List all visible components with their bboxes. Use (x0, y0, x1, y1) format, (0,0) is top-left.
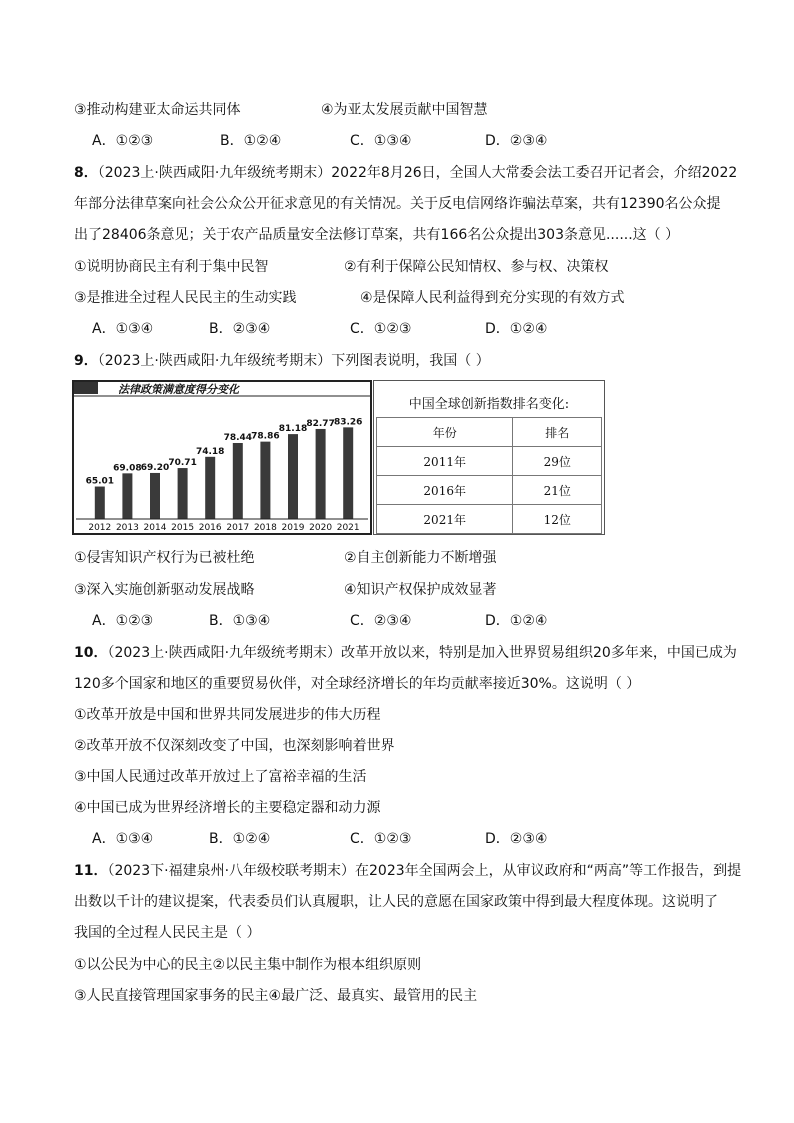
chart-x-tick-label: 2021 (336, 523, 360, 533)
chart-data-label: 78.44 (223, 432, 253, 443)
q7-option-d[interactable]: D．②③④ (485, 133, 548, 149)
chart-data-label: 69.20 (140, 462, 170, 473)
q8-stem-line-3: 出了28406条意见；关于农产品质量安全法修订草案，共有166名公众提出303条意见......这（ ） (74, 227, 680, 243)
table-cell-rank: 12位 (513, 505, 602, 534)
chart-title-marker (74, 382, 98, 394)
q9-option-a[interactable]: A．①②③ (92, 613, 154, 629)
innovation-rank-table-title: 中国全球创新指数排名变化: (408, 397, 570, 412)
q10-option-b[interactable]: B．①②④ (209, 831, 271, 847)
q9-number: 9． (74, 353, 98, 369)
chart-bar (233, 443, 243, 519)
q8-option-d[interactable]: D．①②④ (485, 321, 548, 337)
chart-bar (95, 487, 105, 519)
q10-stem-line-1 (74, 643, 737, 663)
q9-stem-line-1 (74, 351, 490, 371)
q8-item-4: ④是保障人民利益得到充分实现的有效方式 (360, 290, 625, 306)
chart-x-tick-label: 2017 (226, 523, 250, 533)
table-header-year: 年份 (377, 418, 513, 447)
chart-data-label: 70.71 (168, 458, 197, 469)
q7-option-c[interactable]: C．①③④ (350, 133, 412, 149)
q10-item-2: ②改革开放不仅深刻改变了中国，也深刻影响着世界 (74, 738, 395, 754)
q8-item-row-2 (74, 288, 625, 308)
innovation-rank-table-box (373, 380, 605, 535)
chart-title: 法律政策满意度得分变化 (118, 383, 239, 396)
table-row (377, 505, 602, 534)
chart-bar (122, 473, 132, 519)
q9-item-3: ③深入实施创新驱动发展战略 (74, 582, 255, 598)
q10-item-3: ③中国人民通过改革开放过上了富裕幸福的生活 (74, 769, 367, 785)
table-cell-rank: 29位 (513, 447, 602, 476)
table-cell-year: 2016年 (377, 476, 513, 505)
chart-data-label: 83.26 (333, 417, 363, 428)
chart-data-label: 69.08 (113, 463, 142, 474)
chart-bar (288, 434, 298, 519)
q9-option-d[interactable]: D．①②④ (485, 613, 548, 629)
table-cell-year: 2021年 (377, 505, 513, 534)
chart-bar (178, 468, 188, 519)
table-row (377, 447, 602, 476)
q7-option-a[interactable]: A．①②③ (92, 133, 154, 149)
chart-data-label: 74.18 (195, 446, 225, 457)
chart-data-label: 81.18 (278, 424, 308, 435)
q8-item-2: ②有利于保障公民知情权、参与权、决策权 (344, 259, 609, 275)
table-cell-rank: 21位 (513, 476, 602, 505)
q9-option-b[interactable]: B．①③④ (209, 613, 271, 629)
chart-x-tick-label: 2014 (143, 523, 167, 533)
chart-bar (260, 442, 270, 519)
chart-bar (150, 473, 160, 519)
table-header-row (377, 418, 602, 447)
q9-item-4: ④知识产权保护成效显著 (344, 582, 497, 598)
q9-item-row-1 (74, 548, 497, 568)
chart-data-label: 78.86 (251, 431, 280, 442)
q7-item-4: ④为亚太发展贡献中国智慧 (321, 102, 488, 118)
q10-option-c[interactable]: C．①②③ (350, 831, 412, 847)
chart-x-tick-label: 2012 (88, 523, 112, 533)
q7-item-row-1 (74, 100, 488, 120)
table-cell-year: 2011年 (377, 447, 513, 476)
chart-bar (343, 427, 353, 519)
q8-item-1: ①说明协商民主有利于集中民智 (74, 259, 269, 275)
q8-number: 8． (74, 165, 98, 181)
q11-item-row-1: ①以公民为中心的民主②以民主集中制作为根本组织原则 (74, 957, 422, 973)
q8-stem-line-1 (74, 163, 737, 183)
q11-number: 11． (74, 863, 108, 879)
q7-option-b[interactable]: B．①②④ (220, 133, 282, 149)
table-row (377, 476, 602, 505)
q10-item-1: ①改革开放是中国和世界共同发展进步的伟大历程 (74, 707, 381, 723)
q8-item-3: ③是推进全过程人民民主的生动实践 (74, 290, 297, 306)
satisfaction-bar-chart (72, 380, 372, 535)
q8-option-c[interactable]: C．①②③ (350, 321, 412, 337)
q10-stem-line-2: 120多个国家和地区的重要贸易伙伴，对全球经济增长的年均贡献率接近30%。这说明（ ） (74, 676, 641, 692)
table-header-rank: 排名 (513, 418, 602, 447)
chart-x-tick-label: 2019 (281, 523, 305, 533)
innovation-rank-table (376, 417, 602, 534)
q10-option-d[interactable]: D．②③④ (485, 831, 548, 847)
q9-stem-text-1: （2023上·陕西咸阳·九年级统考期末）下列图表说明，我国（ ） (97, 353, 490, 369)
satisfaction-bar-chart-svg (74, 382, 370, 533)
q11-item-row-2: ③人民直接管理国家事务的民主④最广泛、最真实、最管用的民主 (74, 988, 478, 1004)
chart-x-tick-label: 2016 (198, 523, 222, 533)
q8-item-row-1 (74, 257, 609, 277)
q11-stem-text-1: （2023下·福建泉州·八年级校联考期末）在2023年全国两会上，从审议政府和“两高”等工作报告，到提 (107, 863, 742, 879)
q11-stem-line-2: 出数以千计的建议提案，代表委员们认真履职，让人民的意愿在国家政策中得到最大程度体现。这说明了 (74, 894, 718, 910)
chart-data-label: 65.01 (85, 476, 115, 487)
q11-stem-line-1 (74, 861, 741, 881)
q10-number: 10． (74, 645, 108, 661)
chart-data-label: 82.77 (306, 418, 335, 429)
chart-x-tick-label: 2013 (115, 523, 139, 533)
q9-item-2: ②自主创新能力不断增强 (344, 550, 497, 566)
q8-stem-line-2: 年部分法律草案向社会公众公开征求意见的有关情况。关于反电信网络诈骗法草案，共有12390名公众提 (74, 196, 721, 212)
q8-option-b[interactable]: B．②③④ (209, 321, 271, 337)
q10-stem-text-1: （2023上·陕西咸阳·九年级统考期末）改革开放以来，特别是加入世界贸易组织20多年来，中国已成为 (107, 645, 737, 661)
q8-option-a[interactable]: A．①③④ (92, 321, 154, 337)
q9-item-row-2 (74, 580, 497, 600)
q11-stem-line-3: 我国的全过程人民民主是（ ） (74, 925, 261, 941)
chart-x-tick-label: 2015 (171, 523, 195, 533)
q7-item-3: ③推动构建亚太命运共同体 (74, 102, 241, 118)
q10-item-4: ④中国已成为世界经济增长的主要稳定器和动力源 (74, 800, 381, 816)
chart-x-tick-label: 2020 (309, 523, 333, 533)
chart-bar (316, 429, 326, 519)
q10-option-a[interactable]: A．①③④ (92, 831, 154, 847)
q9-option-c[interactable]: C．②③④ (350, 613, 412, 629)
chart-bar (205, 457, 215, 519)
chart-x-tick-label: 2018 (253, 523, 277, 533)
q9-item-1: ①侵害知识产权行为已被杜绝 (74, 550, 255, 566)
q8-stem-text-1: （2023上·陕西咸阳·九年级统考期末）2022年8月26日，全国人大常委会法工委召开记者会，介绍2022 (97, 165, 738, 181)
